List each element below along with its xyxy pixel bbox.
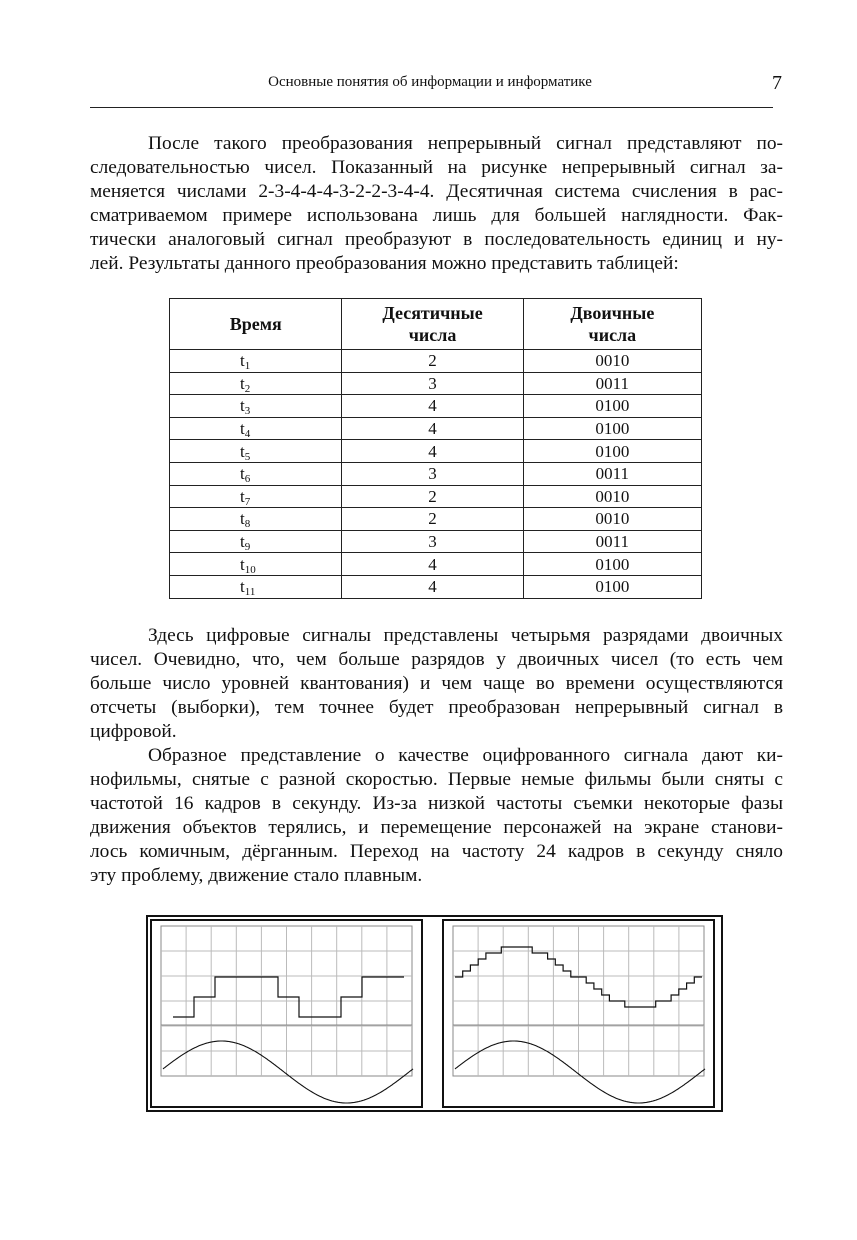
decimal-cell: 4	[342, 417, 523, 440]
table-row	[170, 350, 702, 373]
time-cell: $t_5$	[170, 440, 342, 463]
binary-cell: 0100	[523, 575, 701, 598]
header-decimal: Десятичные числа	[342, 299, 523, 350]
page-number: 7	[772, 72, 782, 94]
decimal-cell: 2	[342, 350, 523, 373]
time-cell: $t_{10}$	[170, 553, 342, 576]
paragraph-2	[90, 624, 783, 744]
table-row	[170, 462, 702, 485]
decimal-cell: 3	[342, 530, 523, 553]
binary-cell: 0010	[523, 350, 701, 373]
signal-figure	[146, 915, 723, 1112]
decimal-cell: 4	[342, 575, 523, 598]
binary-cell: 0100	[523, 553, 701, 576]
binary-cell: 0100	[523, 417, 701, 440]
binary-cell: 0100	[523, 395, 701, 418]
text-line: Образное представление о качестве оцифрованного сигнала дают ки-	[148, 745, 783, 766]
text-line: больше число уровней квантования) и чем чаще во времени осуществляются	[90, 673, 783, 694]
text-line: нофильмы, снятые с разной скоростью. Первые немые фильмы были сняты с	[90, 769, 783, 790]
text-line: следовательностью чисел. Показанный на рисунке непрерывный сигнал за-	[90, 157, 783, 178]
table-row	[170, 440, 702, 463]
header-binary: Двоичные числа	[523, 299, 701, 350]
decimal-cell: 2	[342, 485, 523, 508]
time-cell: $t_8$	[170, 508, 342, 531]
text-line: чисел. Очевидно, что, чем больше разрядов у двоичных чисел (то есть чем	[90, 649, 783, 670]
time-cell: $t_4$	[170, 417, 342, 440]
running-header-title: Основные понятия об информации и информатике	[268, 74, 592, 90]
binary-cell: 0100	[523, 440, 701, 463]
decimal-cell: 4	[342, 395, 523, 418]
table-row	[170, 395, 702, 418]
text-line: сматриваемом примере использована лишь для большей наглядности. Фак-	[90, 205, 783, 226]
table-row	[170, 417, 702, 440]
text-line: лей. Результаты данного преобразования можно представить таблицей:	[90, 253, 679, 274]
binary-cell: 0010	[523, 485, 701, 508]
time-cell: $t_1$	[170, 350, 342, 373]
fine-sampling-panel	[443, 920, 714, 1107]
text-line: отсчеты (выборки), тем точнее будет преобразован непрерывный сигнал в	[90, 697, 783, 718]
time-cell: $t_6$	[170, 462, 342, 485]
table-row	[170, 508, 702, 531]
signal-figure-svg	[146, 915, 723, 1112]
binary-cell: 0011	[523, 372, 701, 395]
decimal-cell: 3	[342, 462, 523, 485]
time-cell: $t_3$	[170, 395, 342, 418]
header-time: Время	[170, 299, 342, 350]
table-header-row	[170, 299, 702, 350]
table-row	[170, 530, 702, 553]
table-row	[170, 485, 702, 508]
table-row	[170, 575, 702, 598]
decimal-cell: 3	[342, 372, 523, 395]
text-line: тически аналоговый сигнал преобразуют в последовательность единиц и ну-	[90, 229, 783, 250]
time-cell: $t_7$	[170, 485, 342, 508]
text-line: эту проблему, движение стало плавным.	[90, 865, 423, 886]
text-line: После такого преобразования непрерывный сигнал представляют по-	[148, 133, 783, 154]
paragraph-1	[90, 132, 783, 276]
coarse-sampling-panel	[151, 920, 422, 1107]
table-row	[170, 553, 702, 576]
paragraph-3	[90, 744, 783, 888]
time-cell: $t_2$	[170, 372, 342, 395]
text-line: цифровой.	[90, 721, 177, 742]
table-row	[170, 372, 702, 395]
conversion-table	[169, 298, 702, 599]
text-line: Здесь цифровые сигналы представлены четырьмя разрядами двоичных	[148, 625, 783, 646]
text-line: меняется числами 2-3-4-4-4-3-2-2-3-4-4. Десятичная система счисления в рас-	[90, 181, 783, 202]
time-cell: $t_9$	[170, 530, 342, 553]
text-line: движения объектов терялись, и перемещение персонажей на экране станови-	[90, 817, 783, 838]
decimal-cell: 4	[342, 553, 523, 576]
text-line: лось комичным, дёрганным. Переход на частоту 24 кадров в секунду сняло	[90, 841, 783, 862]
decimal-cell: 2	[342, 508, 523, 531]
binary-cell: 0011	[523, 462, 701, 485]
decimal-cell: 4	[342, 440, 523, 463]
header-rule	[90, 107, 773, 108]
binary-cell: 0011	[523, 530, 701, 553]
binary-cell: 0010	[523, 508, 701, 531]
text-line: частотой 16 кадров в секунду. Из-за низкой частоты съемки некоторые фазы	[90, 793, 783, 814]
time-cell: $t_{11}$	[170, 575, 342, 598]
